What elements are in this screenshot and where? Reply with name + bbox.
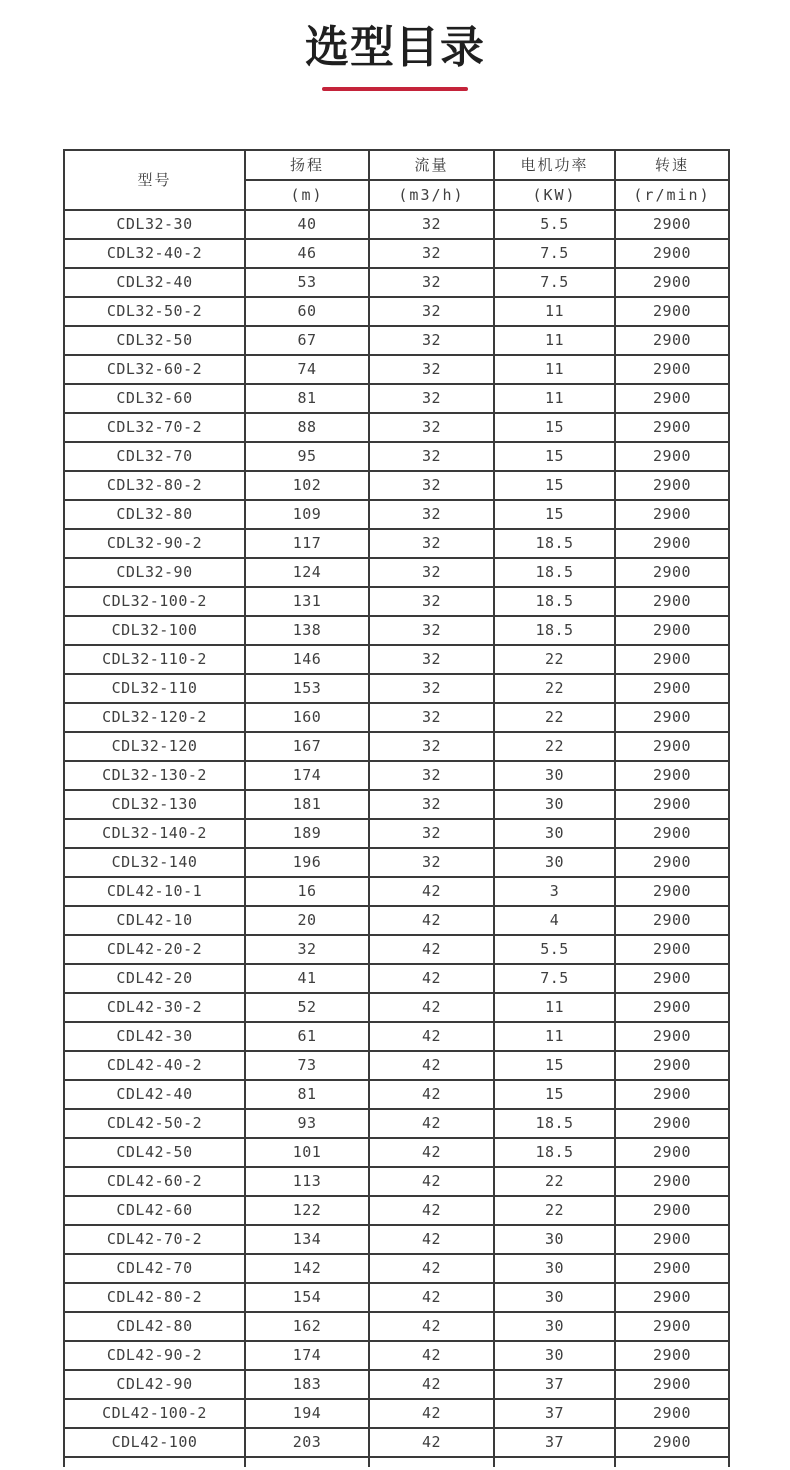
head-cell: 203	[245, 1428, 369, 1457]
flow-cell: 32	[369, 442, 494, 471]
flow-cell: 42	[369, 1399, 494, 1428]
model-cell: CDL42-70-2	[64, 1225, 245, 1254]
power-cell: 30	[494, 790, 615, 819]
table-row	[64, 384, 729, 413]
model-cell: CDL42-80	[64, 1312, 245, 1341]
table-row	[64, 1312, 729, 1341]
power-cell: 18.5	[494, 1138, 615, 1167]
speed-cell: 2900	[615, 1196, 729, 1225]
model-cell: CDL42-10-1	[64, 877, 245, 906]
flow-cell: 32	[369, 732, 494, 761]
model-cell: CDL32-110-2	[64, 645, 245, 674]
col-header-speed: 转速	[615, 150, 729, 180]
power-cell: 11	[494, 355, 615, 384]
speed-cell: 2900	[615, 877, 729, 906]
model-cell: CDL32-120	[64, 732, 245, 761]
table-row	[64, 1138, 729, 1167]
power-cell: 3	[494, 877, 615, 906]
flow-cell: 42	[369, 1370, 494, 1399]
head-cell	[245, 1457, 369, 1467]
speed-cell: 2900	[615, 645, 729, 674]
table-row	[64, 993, 729, 1022]
flow-cell: 32	[369, 326, 494, 355]
model-cell: CDL32-50-2	[64, 297, 245, 326]
power-cell: 15	[494, 1080, 615, 1109]
selection-table	[63, 149, 730, 1467]
speed-cell: 2900	[615, 326, 729, 355]
power-cell: 11	[494, 993, 615, 1022]
head-cell: 131	[245, 587, 369, 616]
flow-cell: 32	[369, 413, 494, 442]
head-cell: 194	[245, 1399, 369, 1428]
head-cell: 122	[245, 1196, 369, 1225]
table-row	[64, 1283, 729, 1312]
model-cell: CDL42-40-2	[64, 1051, 245, 1080]
flow-cell: 42	[369, 1167, 494, 1196]
speed-cell: 2900	[615, 1138, 729, 1167]
head-cell: 134	[245, 1225, 369, 1254]
head-cell: 101	[245, 1138, 369, 1167]
flow-cell: 32	[369, 355, 494, 384]
speed-cell: 2900	[615, 500, 729, 529]
model-cell: CDL42-80-2	[64, 1283, 245, 1312]
speed-cell: 2900	[615, 732, 729, 761]
table-body	[64, 210, 729, 1457]
title-block	[0, 0, 790, 91]
table-row	[64, 1196, 729, 1225]
model-cell: CDL32-140-2	[64, 819, 245, 848]
speed-cell: 2900	[615, 819, 729, 848]
flow-cell: 42	[369, 1225, 494, 1254]
head-cell: 20	[245, 906, 369, 935]
flow-cell: 42	[369, 906, 494, 935]
speed-cell: 2900	[615, 297, 729, 326]
head-cell: 174	[245, 1341, 369, 1370]
flow-cell: 42	[369, 1312, 494, 1341]
table-row	[64, 1341, 729, 1370]
power-cell: 18.5	[494, 1109, 615, 1138]
model-cell: CDL42-90-2	[64, 1341, 245, 1370]
speed-cell: 2900	[615, 558, 729, 587]
head-cell: 88	[245, 413, 369, 442]
table-row	[64, 877, 729, 906]
flow-cell: 42	[369, 1341, 494, 1370]
speed-cell: 2900	[615, 964, 729, 993]
flow-cell: 32	[369, 297, 494, 326]
model-cell: CDL32-90-2	[64, 529, 245, 558]
model-cell: CDL42-100	[64, 1428, 245, 1457]
head-cell: 153	[245, 674, 369, 703]
table-row	[64, 1254, 729, 1283]
head-cell: 146	[245, 645, 369, 674]
table-row	[64, 790, 729, 819]
col-unit-speed: (r/min)	[615, 180, 729, 210]
power-cell: 30	[494, 1341, 615, 1370]
table-row	[64, 1225, 729, 1254]
head-cell: 40	[245, 210, 369, 239]
power-cell: 30	[494, 1225, 615, 1254]
speed-cell: 2900	[615, 1312, 729, 1341]
flow-cell: 32	[369, 616, 494, 645]
flow-cell: 32	[369, 210, 494, 239]
head-cell: 154	[245, 1283, 369, 1312]
table-row	[64, 558, 729, 587]
head-cell: 162	[245, 1312, 369, 1341]
table-row	[64, 964, 729, 993]
flow-cell: 42	[369, 964, 494, 993]
flow-cell: 42	[369, 1138, 494, 1167]
col-unit-power: (KW)	[494, 180, 615, 210]
model-cell: CDL32-30	[64, 210, 245, 239]
model-cell: CDL32-80-2	[64, 471, 245, 500]
power-cell: 18.5	[494, 587, 615, 616]
head-cell: 138	[245, 616, 369, 645]
flow-cell: 32	[369, 790, 494, 819]
head-cell: 189	[245, 819, 369, 848]
flow-cell: 32	[369, 500, 494, 529]
head-cell: 113	[245, 1167, 369, 1196]
power-cell: 22	[494, 674, 615, 703]
table-row	[64, 1080, 729, 1109]
power-cell: 15	[494, 471, 615, 500]
model-cell: CDL42-60-2	[64, 1167, 245, 1196]
model-cell: CDL32-100	[64, 616, 245, 645]
head-cell: 93	[245, 1109, 369, 1138]
speed-cell: 2900	[615, 674, 729, 703]
model-cell: CDL32-120-2	[64, 703, 245, 732]
table-row	[64, 326, 729, 355]
model-cell: CDL42-20	[64, 964, 245, 993]
head-cell: 160	[245, 703, 369, 732]
col-header-power: 电机功率	[494, 150, 615, 180]
head-cell: 117	[245, 529, 369, 558]
flow-cell: 32	[369, 558, 494, 587]
table-row	[64, 1051, 729, 1080]
flow-cell: 32	[369, 674, 494, 703]
flow-cell: 32	[369, 761, 494, 790]
head-cell: 81	[245, 384, 369, 413]
table-row	[64, 703, 729, 732]
flow-cell: 42	[369, 1080, 494, 1109]
power-cell: 15	[494, 500, 615, 529]
power-cell: 7.5	[494, 239, 615, 268]
head-cell: 67	[245, 326, 369, 355]
speed-cell: 2900	[615, 616, 729, 645]
table-row	[64, 529, 729, 558]
flow-cell: 42	[369, 1022, 494, 1051]
head-cell: 61	[245, 1022, 369, 1051]
power-cell: 18.5	[494, 558, 615, 587]
model-cell: CDL42-90	[64, 1370, 245, 1399]
model-cell: CDL42-30-2	[64, 993, 245, 1022]
model-cell: CDL32-110	[64, 674, 245, 703]
head-cell: 196	[245, 848, 369, 877]
table-row	[64, 1428, 729, 1457]
power-cell: 22	[494, 1167, 615, 1196]
speed-cell: 2900	[615, 1341, 729, 1370]
table-row	[64, 906, 729, 935]
head-cell: 32	[245, 935, 369, 964]
power-cell: 22	[494, 645, 615, 674]
speed-cell: 2900	[615, 790, 729, 819]
flow-cell: 42	[369, 1254, 494, 1283]
head-cell: 95	[245, 442, 369, 471]
speed-cell: 2900	[615, 906, 729, 935]
speed-cell: 2900	[615, 1283, 729, 1312]
power-cell: 11	[494, 326, 615, 355]
speed-cell: 2900	[615, 529, 729, 558]
header-row-names	[64, 150, 729, 180]
speed-cell: 2900	[615, 1254, 729, 1283]
power-cell: 5.5	[494, 935, 615, 964]
table-row	[64, 210, 729, 239]
speed-cell: 2900	[615, 848, 729, 877]
head-cell: 109	[245, 500, 369, 529]
flow-cell: 32	[369, 587, 494, 616]
head-cell: 102	[245, 471, 369, 500]
speed-cell: 2900	[615, 1225, 729, 1254]
speed-cell: 2900	[615, 761, 729, 790]
power-cell: 18.5	[494, 616, 615, 645]
head-cell: 16	[245, 877, 369, 906]
power-cell: 11	[494, 1022, 615, 1051]
power-cell: 15	[494, 413, 615, 442]
flow-cell: 42	[369, 1051, 494, 1080]
speed-cell: 2900	[615, 1022, 729, 1051]
col-header-model: 型号	[64, 150, 245, 210]
table-row	[64, 1370, 729, 1399]
head-cell: 183	[245, 1370, 369, 1399]
model-cell: CDL42-70	[64, 1254, 245, 1283]
power-cell: 22	[494, 1196, 615, 1225]
table-row	[64, 268, 729, 297]
speed-cell: 2900	[615, 935, 729, 964]
power-cell: 37	[494, 1399, 615, 1428]
table-row	[64, 239, 729, 268]
col-header-head: 扬程	[245, 150, 369, 180]
speed-cell: 2900	[615, 413, 729, 442]
power-cell: 5.5	[494, 210, 615, 239]
flow-cell: 32	[369, 819, 494, 848]
head-cell: 53	[245, 268, 369, 297]
table-row	[64, 1399, 729, 1428]
model-cell: CDL32-50	[64, 326, 245, 355]
power-cell: 7.5	[494, 268, 615, 297]
speed-cell: 2900	[615, 1167, 729, 1196]
table-row	[64, 819, 729, 848]
table-row	[64, 732, 729, 761]
speed-cell: 2900	[615, 1428, 729, 1457]
model-cell: CDL32-100-2	[64, 587, 245, 616]
flow-cell: 32	[369, 384, 494, 413]
speed-cell: 2900	[615, 1399, 729, 1428]
head-cell: 74	[245, 355, 369, 384]
head-cell: 124	[245, 558, 369, 587]
model-cell: CDL42-40	[64, 1080, 245, 1109]
flow-cell: 32	[369, 239, 494, 268]
model-cell: CDL42-10	[64, 906, 245, 935]
speed-cell: 2900	[615, 1370, 729, 1399]
model-cell: CDL32-60-2	[64, 355, 245, 384]
model-cell: CDL32-130-2	[64, 761, 245, 790]
power-cell: 11	[494, 297, 615, 326]
flow-cell: 32	[369, 471, 494, 500]
table-row	[64, 413, 729, 442]
head-cell: 181	[245, 790, 369, 819]
head-cell: 41	[245, 964, 369, 993]
col-header-flow: 流量	[369, 150, 494, 180]
table-row	[64, 500, 729, 529]
speed-cell: 2900	[615, 703, 729, 732]
speed-cell: 2900	[615, 442, 729, 471]
model-cell: CDL32-70-2	[64, 413, 245, 442]
speed-cell: 2900	[615, 1080, 729, 1109]
power-cell: 18.5	[494, 529, 615, 558]
flow-cell: 42	[369, 877, 494, 906]
power-cell: 7.5	[494, 964, 615, 993]
model-cell: CDL32-40	[64, 268, 245, 297]
power-cell	[494, 1457, 615, 1467]
power-cell: 15	[494, 1051, 615, 1080]
head-cell: 142	[245, 1254, 369, 1283]
speed-cell: 2900	[615, 210, 729, 239]
head-cell: 81	[245, 1080, 369, 1109]
model-cell: CDL32-70	[64, 442, 245, 471]
flow-cell: 42	[369, 1428, 494, 1457]
flow-cell: 32	[369, 529, 494, 558]
speed-cell: 2900	[615, 993, 729, 1022]
table-row	[64, 1022, 729, 1051]
power-cell: 30	[494, 848, 615, 877]
power-cell: 30	[494, 1312, 615, 1341]
model-cell: CDL42-50	[64, 1138, 245, 1167]
flow-cell: 32	[369, 645, 494, 674]
table-row	[64, 645, 729, 674]
speed-cell: 2900	[615, 471, 729, 500]
speed-cell	[615, 1457, 729, 1467]
model-cell: CDL42-20-2	[64, 935, 245, 964]
col-unit-flow: (m3/h)	[369, 180, 494, 210]
head-cell: 46	[245, 239, 369, 268]
model-cell: CDL42-100-2	[64, 1399, 245, 1428]
table-row	[64, 442, 729, 471]
table-row	[64, 1109, 729, 1138]
power-cell: 11	[494, 384, 615, 413]
table-row	[64, 761, 729, 790]
flow-cell: 32	[369, 268, 494, 297]
flow-cell: 42	[369, 935, 494, 964]
head-cell: 60	[245, 297, 369, 326]
model-cell: CDL32-90	[64, 558, 245, 587]
table-row	[64, 355, 729, 384]
speed-cell: 2900	[615, 1051, 729, 1080]
table-row	[64, 1167, 729, 1196]
title-underline	[322, 87, 468, 91]
power-cell: 30	[494, 819, 615, 848]
table-row	[64, 616, 729, 645]
speed-cell: 2900	[615, 587, 729, 616]
speed-cell: 2900	[615, 239, 729, 268]
speed-cell: 2900	[615, 384, 729, 413]
power-cell: 37	[494, 1428, 615, 1457]
table-row	[64, 935, 729, 964]
model-cell: CDL32-80	[64, 500, 245, 529]
model-cell: CDL42-30	[64, 1022, 245, 1051]
table-body-clipped	[64, 1457, 729, 1467]
flow-cell: 42	[369, 1109, 494, 1138]
head-cell: 73	[245, 1051, 369, 1080]
model-cell	[64, 1457, 245, 1467]
flow-cell	[369, 1457, 494, 1467]
power-cell: 37	[494, 1370, 615, 1399]
power-cell: 22	[494, 732, 615, 761]
power-cell: 30	[494, 761, 615, 790]
table-row	[64, 587, 729, 616]
page-title: 选型目录	[305, 23, 485, 72]
table-row	[64, 471, 729, 500]
speed-cell: 2900	[615, 268, 729, 297]
model-cell: CDL32-140	[64, 848, 245, 877]
power-cell: 15	[494, 442, 615, 471]
power-cell: 30	[494, 1283, 615, 1312]
table-row	[64, 848, 729, 877]
power-cell: 30	[494, 1254, 615, 1283]
flow-cell: 32	[369, 848, 494, 877]
flow-cell: 42	[369, 1196, 494, 1225]
model-cell: CDL32-40-2	[64, 239, 245, 268]
model-cell: CDL42-50-2	[64, 1109, 245, 1138]
model-cell: CDL32-130	[64, 790, 245, 819]
head-cell: 174	[245, 761, 369, 790]
model-cell: CDL42-60	[64, 1196, 245, 1225]
flow-cell: 42	[369, 993, 494, 1022]
power-cell: 22	[494, 703, 615, 732]
flow-cell: 32	[369, 703, 494, 732]
table-row	[64, 674, 729, 703]
table-row-clipped	[64, 1457, 729, 1467]
table-header	[64, 150, 729, 210]
speed-cell: 2900	[615, 1109, 729, 1138]
power-cell: 4	[494, 906, 615, 935]
flow-cell: 42	[369, 1283, 494, 1312]
head-cell: 52	[245, 993, 369, 1022]
speed-cell: 2900	[615, 355, 729, 384]
col-unit-head: (m)	[245, 180, 369, 210]
head-cell: 167	[245, 732, 369, 761]
model-cell: CDL32-60	[64, 384, 245, 413]
table-row	[64, 297, 729, 326]
